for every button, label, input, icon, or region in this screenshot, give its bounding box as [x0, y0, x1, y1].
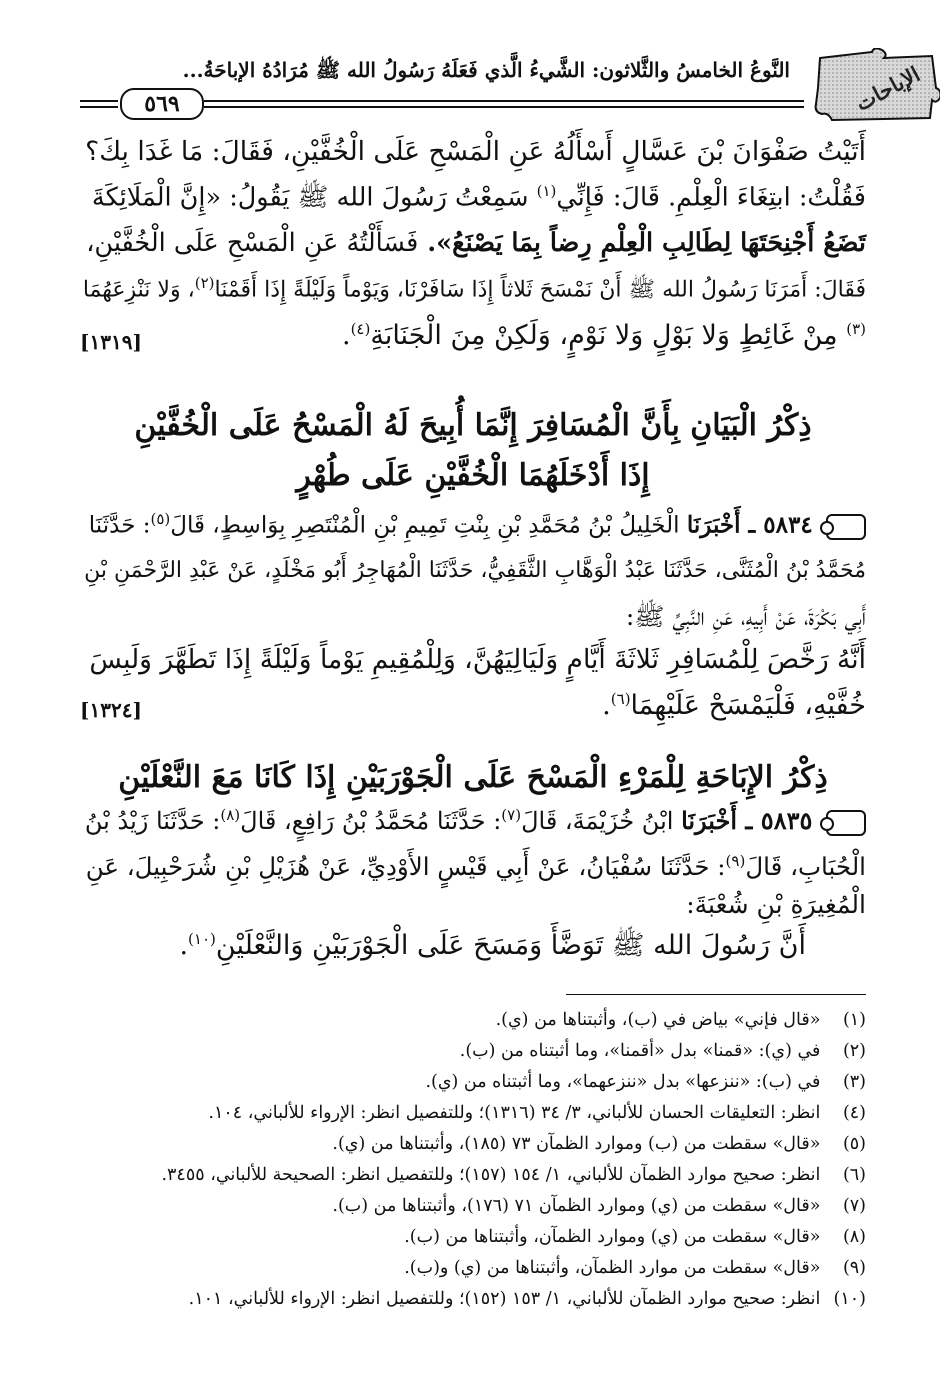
footnote: [80, 1289, 866, 1309]
hadith-number: ٥٨٣٥ ـ أَخْبَرَنَا: [681, 806, 813, 835]
text-line: [80, 136, 866, 168]
footnote-number: (٦): [842, 1165, 866, 1185]
footnote-ref-6[interactable]: (٦): [610, 690, 631, 708]
text-line-3a: تَضَعُ أَجْنِحَتَهَا لِطَالِبِ الْعِلْمِ رِضاً بِمَا يَصْنَعُ».: [427, 228, 866, 258]
cross-reference: [١٣١٩]: [80, 330, 142, 354]
text-line-5b: .: [341, 320, 351, 351]
footnote-number: (١): [842, 1010, 866, 1030]
text-line-4b: ، وَلا نَنْزِعَهُمَا: [82, 277, 195, 303]
footnote-ref-8[interactable]: (٨): [220, 806, 241, 824]
text-line-5: مِنْ غَائِطٍ وَلا بَوْلٍ وَلا نَوْمٍ، وَلَكِنْ مِنَ الْجَنَابَةِ: [370, 320, 838, 351]
footnote-text: «قال» سقطت من (ي) وموارد الظمآن ٧١ (١٧٦)، وأثبتناها من (ب).: [332, 1196, 821, 1216]
text-line-2a: فَقُلْتُ: ابتِغَاءَ الْعِلْمِ. قَالَ: فَإِنِّي: [556, 182, 866, 213]
hadith-marker-icon: [826, 810, 866, 836]
page-header: [80, 48, 940, 123]
footnote-ref-1[interactable]: (١): [536, 182, 557, 200]
isnad-line-1: ابْنُ خُزَيْمَةَ، قَالَ: [521, 807, 674, 835]
text-line: [80, 228, 866, 259]
cross-reference: [١٣٢٤]: [80, 698, 142, 722]
footnote-number: (٨): [842, 1227, 866, 1247]
footnote-text: انظر: التعليقات الحسان للألباني، ٣/ ٣٤ (١٣١٦)؛ وللتفصيل انظر: الإرواء للألباني، ١٠٤.: [208, 1103, 821, 1123]
header-rule-left-2: [80, 106, 118, 108]
text-line-2b: سَمِعْتُ رَسُولَ الله ﷺ يَقُولُ: «إِنَّ الْمَلَائِكَةَ: [91, 182, 529, 213]
footnote-text: «قال» سقطت من (ي) وموارد الظمآن، وأثبتناها من (ب).: [404, 1227, 821, 1247]
isnad-line-1: الْخَلِيلُ بْنُ مُحَمَّدِ بْنِ بِنْتِ تَمِيمِ بْنِ الْمُنْتَصِرِ بِوَاسِطٍ، قَالَ: [170, 512, 680, 539]
text-line: الْمُغِيرَةِ بْنِ شُعْبَةَ:: [686, 890, 866, 919]
footnote-number: (٧): [842, 1196, 866, 1216]
isnad-line-1b: : حَدَّثَنَا: [88, 512, 151, 539]
hadith-number: ٥٨٣٤ ـ أَخْبَرَنَا: [686, 511, 813, 539]
footnote-ref-5[interactable]: (٥): [150, 510, 171, 528]
text-line: مُحَمَّدُ بْنُ الْمُثَنَّى، حَدَّثَنَا عَبْدُ الْوَهَّابِ الثَّقَفِيُّ، حَدَّثَنَا الْمُهَاجِرُ أَبُو مَخْلَدٍ، عَنْ عَبْدِ الرَّحْمَنِ بْنِ: [84, 558, 866, 583]
footnote-number: (٥): [842, 1134, 866, 1154]
footnote-ref-9[interactable]: (٩): [725, 852, 746, 870]
footnote: [80, 1134, 866, 1154]
header-rule-left: [80, 100, 118, 102]
footnote-number: (٣): [842, 1072, 866, 1092]
footnote-text: في (ي): «قمنا» بدل «أقمنا»، وما أثبتناه من (ب).: [459, 1041, 821, 1061]
footnote: [80, 1010, 866, 1030]
matn-line-2-text: خُفَّيْهِ، فَلْيَمْسَحْ عَلَيْهِمَا: [630, 690, 866, 721]
footnote-ref-4[interactable]: (٤): [350, 320, 371, 338]
matn-line: [80, 930, 806, 962]
footnote-number: (١٠): [833, 1289, 866, 1309]
footnote: [80, 1258, 866, 1278]
matn-line-2-end: .: [602, 690, 611, 721]
text-line-4: فَقَالَ: أَمَرَنَا رَسُولُ الله ﷺ أَنْ نَمْسَحَ ثَلاثاً إِذَا سَافَرْنَا، وَيَوْماً وَلَيْلَةً إِذَا أَقَمْنَا: [214, 277, 866, 303]
puzzle-label: الإباحات: [850, 61, 924, 116]
text-line-3b: فَسَأَلْتُهُ عَنِ الْمَسْحِ عَلَى الْخُفَّيْنِ،: [86, 228, 419, 258]
footnote: [80, 1072, 866, 1092]
footnote: [80, 1196, 866, 1216]
matn-end: .: [179, 930, 189, 961]
footnote: [80, 1041, 866, 1061]
matn-line-2: [80, 690, 866, 722]
footnote-number: (٢): [842, 1041, 866, 1061]
footnote-divider: [566, 994, 866, 995]
hadith-marker-icon: [826, 514, 866, 540]
footnote-number: (٩): [842, 1258, 866, 1278]
footnote: [80, 1165, 866, 1185]
text-line: أَبِي بَكْرَةَ، عَنْ أَبِيهِ، عَنِ النَّبِيِّ ﷺ:: [625, 602, 866, 631]
footnote-text: «قال» سقطت من موارد الظمآن، وأثبتناها من (ي) و(ب).: [404, 1258, 821, 1278]
footnote-ref-3[interactable]: (٣): [846, 320, 866, 338]
footnote-text: انظر: صحيح موارد الظمآن للألباني، ١/ ١٥٤ (١٥٧)؛ وللتفصيل انظر: الصحيحة للألباني، ٣٤٥٥.: [161, 1165, 821, 1185]
running-title: النَّوعُ الخامسُ والثَّلاثون: الشَّيءُ الَّذي فَعَلَهُ رَسُولُ الله ﷺ مُرَادُهُ الإباحَةُ...: [182, 58, 790, 82]
text-line-1: أَتَيْتُ صَفْوَانَ بْنَ عَسَّالٍ أَسْأَلُهُ عَنِ الْمَسْحِ عَلَى الْخُفَّيْنِ، فَقَالَ: مَا غَدَا بِكَ؟: [85, 136, 866, 167]
footnote-ref-7[interactable]: (٧): [501, 806, 522, 824]
footnote-text: في (ب): «ننزعها» بدل «ننزعهما»، وما أثبتناه من (ي).: [425, 1072, 821, 1092]
isnad-line-1b: : حَدَّثَنَا مُحَمَّدُ بْنُ رَافِعٍ، قَالَ: [240, 807, 502, 835]
section-heading: ذِكْرُ الإِبَاحَةِ لِلْمَرْءِ الْمَسْحَ عَلَى الْجَوْرَبَيْنِ إِذَا كَانَا مَعَ النَّعْلَيْنِ: [118, 760, 828, 795]
footnote-text: «قال» سقطت من (ب) وموارد الظمآن ٧٣ (١٨٥)، وأثبتناها من (ي).: [332, 1134, 821, 1154]
isnad-line-2b: : حَدَّثَنَا سُفْيَانُ، عَنْ أَبِي قَيْسٍ الأَوْدِيِّ، عَنْ هُزَيْلِ بْنِ شُرَحْبِيلَ، عَنِ: [85, 852, 726, 882]
footnote: [80, 1227, 866, 1247]
text-line: [80, 274, 866, 304]
footnote-text: انظر: صحيح موارد الظمآن للألباني، ١/ ١٥٣ (١٥٢)؛ وللتفصيل انظر: الإرواء للألباني، ١٠١.: [188, 1289, 821, 1309]
isnad-line-1c: : حَدَّثَنَا زَيْدُ بْنُ: [84, 807, 221, 835]
footnote-number: (٤): [842, 1103, 866, 1123]
hadith-5834: [80, 510, 866, 540]
footnote: [80, 1103, 866, 1123]
isnad-line-2: الْحُبَابِ، قَالَ: [745, 852, 866, 882]
section-heading-cont: إِذَا أَدْخَلَهُمَا الْخُفَّيْنِ عَلَى طُهْرٍ: [296, 458, 650, 493]
text-line: [80, 182, 866, 213]
header-rule-right: [204, 100, 804, 102]
text-line: [80, 320, 866, 352]
footnote-ref-2[interactable]: (٢): [194, 274, 215, 292]
text-line: [80, 852, 866, 882]
matn-line-1: أَنَّهُ رَخَّصَ لِلْمُسَافِرِ ثَلاثَةَ أَيَّامٍ وَلَيَالِيَهُنَّ، وَلِلْمُقِيمِ يَوْماً وَلَيْلَةً إِذَا تَطَهَّرَ وَلَبِسَ: [89, 644, 866, 675]
section-heading: ذِكْرُ الْبَيَانِ بِأَنَّ الْمُسَافِرَ إِنَّمَا أُبِيحَ لَهُ الْمَسْحُ عَلَى الْخُفَّيْنِ: [134, 408, 812, 443]
hadith-5835: [80, 806, 866, 836]
header-rule-right-2: [204, 106, 804, 108]
footnote-text: «قال فإني» بياض في (ب)، وأثبتناها من (ي).: [495, 1010, 821, 1030]
matn-text: أَنَّ رَسُولَ الله ﷺ تَوَضَّأَ وَمَسَحَ عَلَى الْجَوْرَبَيْنِ وَالنَّعْلَيْنِ: [215, 930, 806, 961]
footnote-ref-10[interactable]: (١٠): [188, 930, 216, 948]
page-number: ٥٦٩: [120, 88, 204, 120]
